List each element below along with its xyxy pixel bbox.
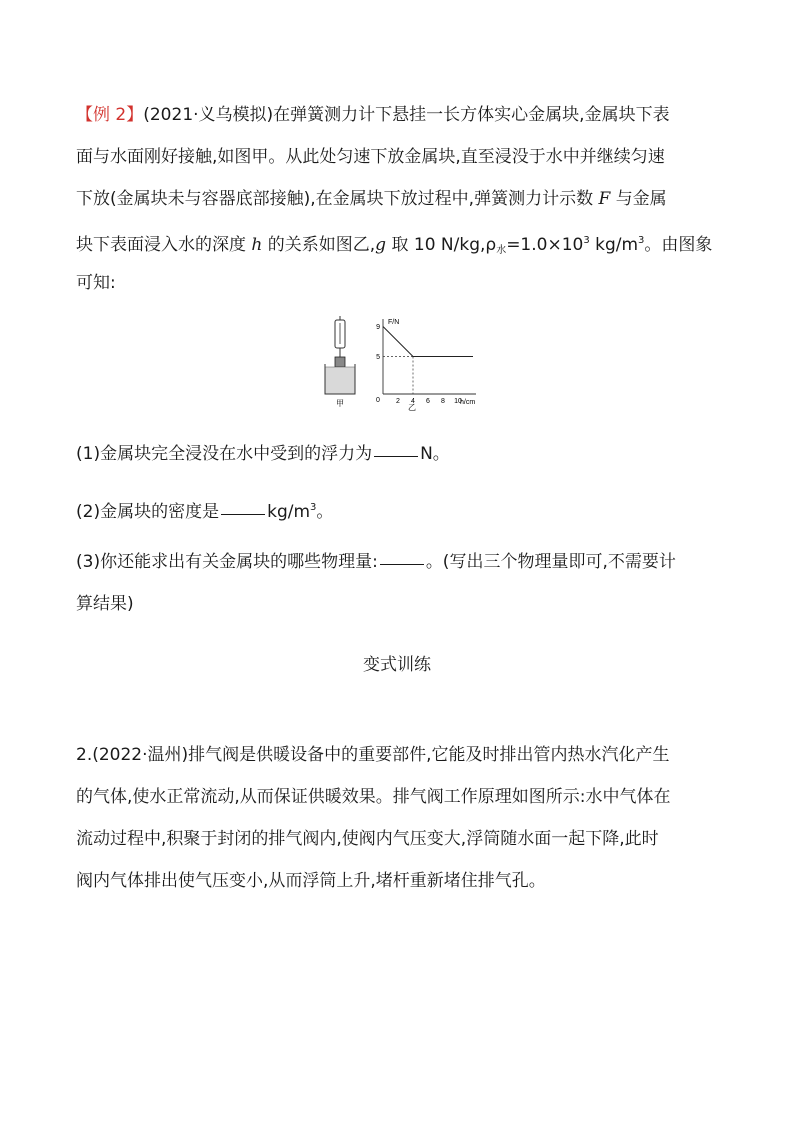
graph (376, 319, 476, 412)
water (326, 367, 355, 394)
x-axis-label: h/cm (460, 399, 476, 406)
example-tag: 【例 2】 (76, 105, 144, 125)
label-jia: 甲 (336, 399, 344, 408)
question-3: (3)你还能求出有关金属块的哪些物理量: 。(写出三个物理量即可,不需要计 算结果) (76, 552, 676, 614)
x-tick-10: 10 (454, 398, 462, 405)
problem2-line-1: 2.(2022·温州)排气阀是供暖设备中的重要部件,它能及时排出管内热水汽化产生 (76, 745, 670, 765)
y-tick-labels (376, 324, 380, 361)
problem2-line-4: 阀内气体排出使气压变小,从而浮筒上升,堵杆重新堵住排气孔。 (76, 871, 546, 891)
example-line-1: 【例 2】(2021·义乌模拟)在弹簧测力计下悬挂一长方体实心金属块,金属块下表 (76, 105, 670, 125)
figure-svg (318, 314, 488, 414)
x-tick-labels (396, 398, 462, 405)
example-line-5: 可知: (76, 273, 116, 293)
x-tick-2: 2 (396, 398, 400, 405)
example-line-2: 面与水面刚好接触,如图甲。从此处匀速下放金属块,直至浸没于水中并继续匀速 (76, 147, 665, 167)
origin-label: 0 (376, 397, 380, 404)
problem2-line-3: 流动过程中,积聚于封闭的排气阀内,使阀内气压变大,浮筒随水面一起下降,此时 (76, 829, 659, 849)
answer-blank-2 (221, 513, 265, 515)
answer-blank-1 (374, 455, 418, 457)
problem-2-paragraph (76, 734, 722, 902)
metal-block (335, 357, 345, 367)
series-line-F (383, 327, 473, 357)
section-title: 变式训练 (363, 655, 431, 675)
x-tick-4: 4 (411, 398, 415, 405)
x-tick-8: 8 (441, 398, 445, 405)
example-line-4: 块下表面浸入水的深度 h 的关系如图乙,g 取 10 $N/kg,\rho_水=1.0\times 10^3$ $kg/m^3$。由图象 (76, 235, 713, 256)
y-tick-9: 9 (376, 324, 380, 331)
spring-scale-apparatus (325, 316, 355, 408)
y-tick-5: 5 (376, 354, 380, 361)
question-2: (2)金属块的密度是 $kg/m^3$。 (76, 502, 334, 522)
x-tick-6: 6 (426, 398, 430, 405)
question-1: (1)金属块完全浸没在水中受到的浮力为 N。 (76, 444, 450, 464)
answer-blank-3 (380, 563, 424, 565)
y-axis-label: F/N (388, 319, 400, 326)
example-line-3: 下放(金属块未与容器底部接触),在金属块下放过程中,弹簧测力计示数 F 与金属 (76, 189, 667, 209)
label-yi: 乙 (408, 403, 416, 412)
figure (318, 314, 488, 418)
example-2-paragraph (76, 94, 722, 304)
problem2-line-2: 的气体,使水正常流动,从而保证供暖效果。排气阀工作原理如图所示:水中气体在 (76, 787, 671, 807)
